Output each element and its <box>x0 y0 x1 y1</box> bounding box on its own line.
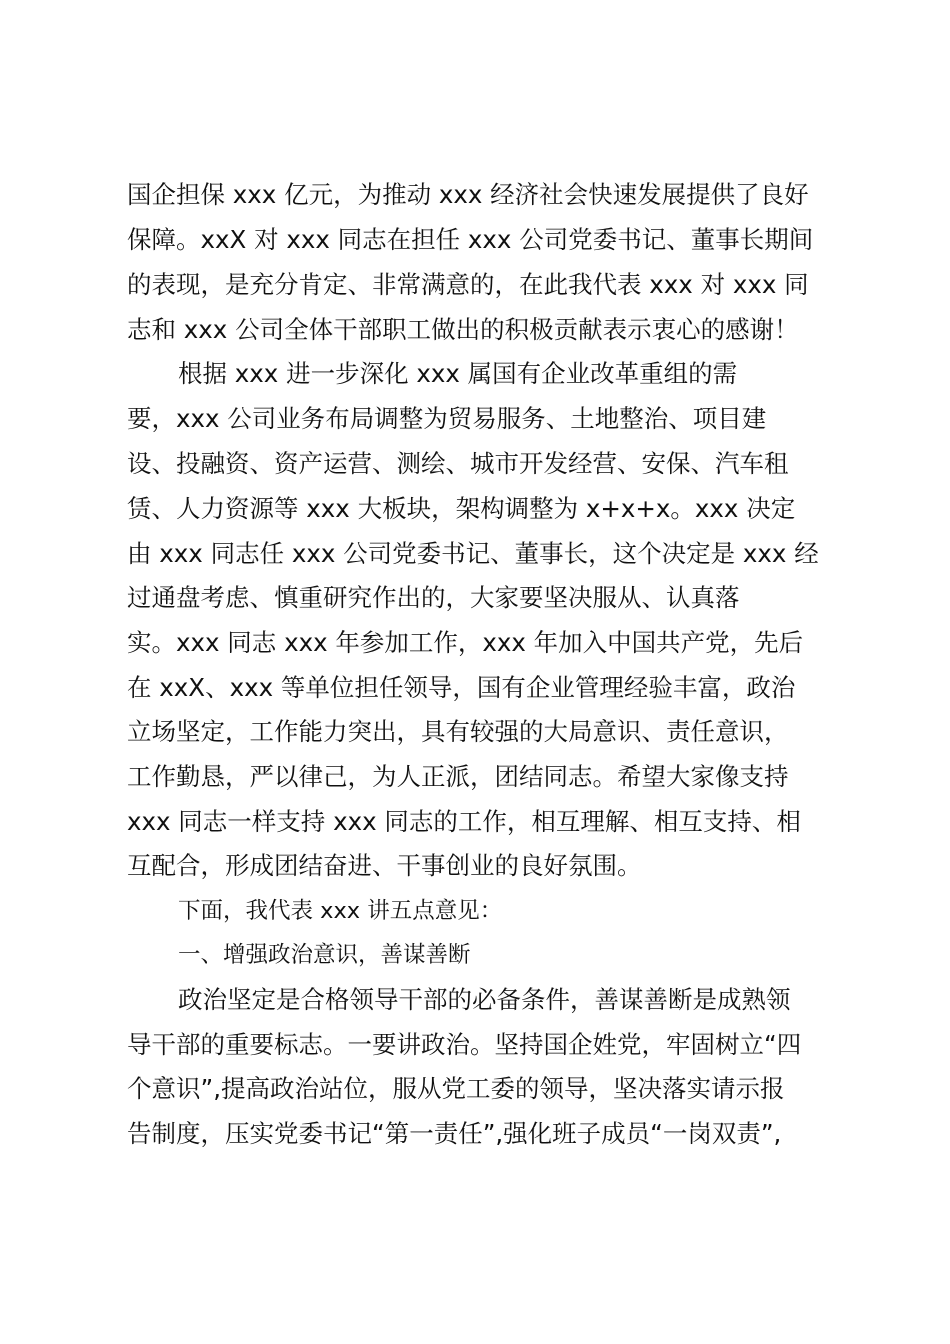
text-line: 设、投融资、资产运营、测绘、城市开发经营、安保、汽车租 <box>127 449 789 478</box>
text-line: 要，xxx 公司业务布局调整为贸易服务、土地整治、项目建 <box>127 404 767 433</box>
text-line: 国企担保 xxx 亿元，为推动 xxx 经济社会快速发展提供了良好 <box>127 180 809 209</box>
text-line: xxx 同志一样支持 xxx 同志的工作，相互理解、相互支持、相 <box>127 807 801 836</box>
text-line: 立场坚定，工作能力突出，具有较强的大局意识、责任意识， <box>127 717 789 746</box>
paragraph-start-line: 根据 xxx 进一步深化 xxx 属国有企业改革重组的需 <box>178 359 738 388</box>
text-line: 工作勤恳，严以律己，为人正派，团结同志。希望大家像支持 <box>127 762 789 791</box>
text-line: 导干部的重要标志。一要讲政治。坚持国企姓党，牢固树立“四 <box>127 1030 802 1059</box>
text-line: 的表现，是充分肯定、非常满意的，在此我代表 xxx 对 xxx 同 <box>127 270 809 299</box>
section-heading: 一、增强政治意识，善谋善断 <box>178 942 471 968</box>
text-line: 志和 xxx 公司全体干部职工做出的积极贡献表示衷心的感谢！ <box>127 315 799 344</box>
text-line: 赁、人力资源等 xxx 大板块，架构调整为 x+x+x。xxx 决定 <box>127 494 796 523</box>
text-line: 在 xxX、xxx 等单位担任领导，国有企业管理经验丰富，政治 <box>127 673 796 702</box>
text-line: 过通盘考虑、慎重研究作出的，大家要坚决服从、认真落 <box>127 583 740 612</box>
text-line: 个意识”,提高政治站位，服从党工委的领导，坚决落实请示报 <box>127 1074 785 1103</box>
paragraph-start-line: 下面，我代表 xxx 讲五点意见： <box>178 898 503 924</box>
text-line: 实。xxx 同志 xxx 年参加工作，xxx 年加入中国共产党，先后 <box>127 628 804 657</box>
text-line: 告制度，压实党委书记“第一责任”,强化班子成员“一岗双责”, <box>127 1119 782 1148</box>
text-line: 保障。xxX 对 xxx 同志在担任 xxx 公司党委书记、董事长期间 <box>127 225 814 254</box>
paragraph-start-line: 政治坚定是合格领导干部的必备条件，善谋善断是成熟领 <box>178 985 791 1014</box>
text-line: 由 xxx 同志任 xxx 公司党委书记、董事长，这个决定是 xxx 经 <box>127 539 819 568</box>
text-line: 互配合，形成团结奋进、干事创业的良好氛围。 <box>127 851 642 880</box>
